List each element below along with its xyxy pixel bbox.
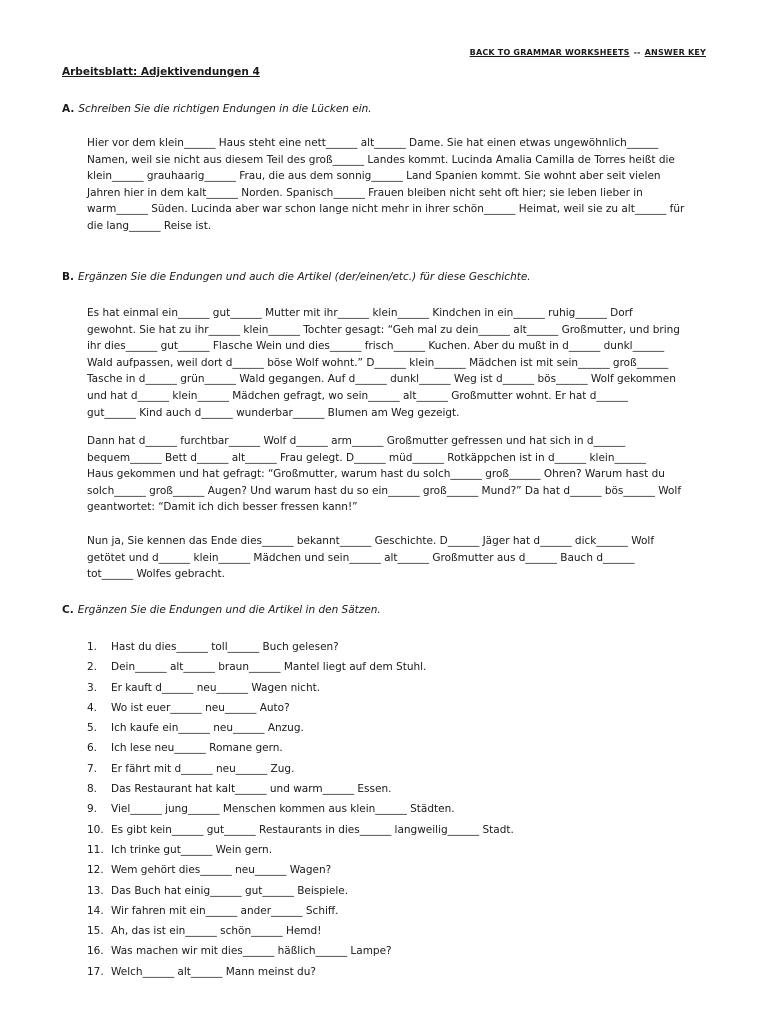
list-item bbox=[87, 820, 514, 840]
list-item bbox=[87, 941, 514, 961]
text-line: und hat d______ klein______ Mädchen gefragt, wo sein______ alt______ Großmutter wohnt. Er hat d______ bbox=[87, 389, 628, 402]
item-text: Hast du dies______ toll______ Buch gelesen? bbox=[111, 641, 339, 653]
text-line: Dann hat d______ furchtbar______ Wolf d______ arm______ Großmutter gefressen und hat sich in d______ bbox=[87, 435, 626, 447]
text-line: klein______ grauhaarig______ Frau, die aus dem sonnig______ Land Spanien kommt. Sie wohnt aber seit vielen bbox=[87, 170, 661, 183]
item-text: Er kauft d______ neu______ Wagen nicht. bbox=[111, 681, 321, 694]
item-number: 17. bbox=[87, 965, 104, 978]
item-number: 16. bbox=[87, 945, 104, 958]
item-text: Das Restaurant hat kalt______ und warm______ Essen. bbox=[111, 783, 392, 796]
section-a-heading bbox=[62, 103, 372, 115]
section-c-letter: C. bbox=[62, 604, 74, 616]
item-text: Dein______ alt______ braun______ Mantel liegt auf dem Stuhl. bbox=[111, 661, 427, 674]
section-a-text bbox=[87, 135, 687, 235]
item-text: Viel______ jung______ Menschen kommen aus klein______ Städten. bbox=[111, 803, 455, 816]
item-number: 7. bbox=[87, 762, 98, 775]
list-item bbox=[87, 840, 514, 860]
item-number: 4. bbox=[87, 701, 98, 714]
list-item bbox=[87, 637, 514, 657]
list-item bbox=[87, 718, 514, 738]
item-text: Wem gehört dies______ neu______ Wagen? bbox=[111, 864, 332, 877]
item-text: Wo ist euer______ neu______ Auto? bbox=[111, 701, 290, 714]
text-line: Nun ja, Sie kennen das Ende dies______ bekannt______ Geschichte. D______ Jäger hat d______ dick______ Wolf bbox=[87, 535, 655, 547]
text-line: Tasche in d______ grün______ Wald gegangen. Auf d______ dunkl______ Weg ist d______ bös______ Wolf gekommen bbox=[87, 373, 676, 386]
item-text: Wir fahren mit ein______ ander______ Schiff. bbox=[111, 904, 339, 917]
item-text: Welch______ alt______ Mann meinst du? bbox=[111, 965, 316, 978]
list-item bbox=[87, 921, 514, 941]
item-number: 1. bbox=[87, 641, 98, 653]
back-to-worksheets-link[interactable]: BACK TO GRAMMAR WORKSHEETS bbox=[469, 48, 630, 57]
exercise-list bbox=[87, 637, 514, 982]
text-line: bequem______ Bett d______ alt______ Frau gelegt. D______ müd______ Rotkäppchen ist in d______ klein______ bbox=[87, 451, 646, 464]
item-text: Das Buch hat einig______ gut______ Beispiele. bbox=[111, 884, 349, 897]
text-line: solch______ groß______ Augen? Und warum hast du so ein______ groß______ Mund?” Da hat d______ bös______ Wolf bbox=[87, 484, 682, 497]
list-item bbox=[87, 738, 514, 758]
item-number: 3. bbox=[87, 681, 98, 694]
text-line: getötet und d______ klein______ Mädchen und sein______ alt______ Großmutter aus d______ Bauch d______ bbox=[87, 551, 635, 564]
item-text: Ah, das ist ein______ schön______ Hemd! bbox=[111, 925, 322, 938]
list-item bbox=[87, 759, 514, 779]
text-line: Jahren hier in dem kalt______ Norden. Spanisch______ Frauen bleiben nicht seht oft hier; sie leben lieber in bbox=[87, 186, 643, 199]
text-line: ihr dies______ gut______ Flasche Wein und dies______ frisch______ Kuchen. Aber du mußt in d______ dunkl______ bbox=[87, 340, 665, 353]
section-b-letter: B. bbox=[62, 271, 74, 283]
text-line: die lang______ Reise ist. bbox=[87, 219, 212, 232]
top-links bbox=[470, 48, 706, 57]
item-number: 5. bbox=[87, 722, 98, 735]
story-paragraph-1 bbox=[87, 305, 687, 421]
text-line: Hier vor dem klein______ Haus steht eine nett______ alt______ Dame. Sie hat einen etwas ungewöhnlich______ bbox=[87, 137, 659, 149]
story-paragraph-3 bbox=[87, 533, 687, 583]
list-item bbox=[87, 901, 514, 921]
text-line: Haus gekommen und hat gefragt: “Großmutter, warum hast du solch______ groß______ Ohren? Warum hast du bbox=[87, 468, 665, 481]
item-number: 11. bbox=[87, 843, 104, 856]
list-item bbox=[87, 799, 514, 819]
story-paragraph-2 bbox=[87, 433, 687, 516]
section-a-letter: A. bbox=[62, 103, 75, 115]
list-item bbox=[87, 779, 514, 799]
item-text: Ich kaufe ein______ neu______ Anzug. bbox=[111, 722, 304, 735]
list-item bbox=[87, 860, 514, 880]
item-text: Was machen wir mit dies______ häßlich______ Lampe? bbox=[111, 945, 392, 958]
item-number: 13. bbox=[87, 884, 104, 897]
text-line: warm______ Süden. Lucinda aber war schon lange nicht mehr in ihrer schön______ Heimat, weil sie zu alt______ für bbox=[87, 203, 685, 216]
answer-key-link[interactable]: ANSWER KEY bbox=[644, 48, 706, 57]
item-number: 6. bbox=[87, 742, 98, 755]
text-line: Wald aufpassen, weil dort d______ böse Wolf wohnt.” D______ klein______ Mädchen ist mit sein______ groß______ bbox=[87, 356, 669, 369]
text-line: Es hat einmal ein______ gut______ Mutter mit ihr______ klein______ Kindchen in ein______ ruhig______ Dorf bbox=[87, 307, 633, 319]
text-line: gewohnt. Sie hat zu ihr______ klein______ Tochter gesagt: “Geh mal zu dein______ alt______ Großmutter, und bring bbox=[87, 323, 680, 336]
item-text: Ich lese neu______ Romane gern. bbox=[111, 742, 283, 755]
text-line: tot______ Wolfes gebracht. bbox=[87, 568, 225, 581]
list-item bbox=[87, 678, 514, 698]
section-b-heading bbox=[62, 271, 531, 283]
section-a-instruction: Schreiben Sie die richtigen Endungen in die Lücken ein. bbox=[78, 103, 372, 115]
item-number: 12. bbox=[87, 864, 104, 877]
list-item bbox=[87, 698, 514, 718]
item-number: 9. bbox=[87, 803, 98, 816]
list-item bbox=[87, 962, 514, 982]
section-c-instruction: Ergänzen Sie die Endungen und die Artikel in den Sätzen. bbox=[77, 604, 381, 616]
list-item bbox=[87, 881, 514, 901]
item-text: Ich trinke gut______ Wein gern. bbox=[111, 843, 273, 856]
item-number: 15. bbox=[87, 925, 104, 938]
worksheet-title: Arbeitsblatt: Adjektivendungen 4 bbox=[62, 66, 260, 78]
text-line: Namen, weil sie nicht aus diesem Teil des groß______ Landes kommt. Lucinda Amalia Camilla de Torres heißt die bbox=[87, 153, 675, 166]
item-text: Er fährt mit d______ neu______ Zug. bbox=[111, 762, 295, 775]
item-text: Es gibt kein______ gut______ Restaurants in dies______ langweilig______ Stadt. bbox=[111, 823, 514, 836]
item-number: 8. bbox=[87, 783, 98, 796]
item-number: 2. bbox=[87, 661, 98, 674]
text-line: geantwortet: “Damit ich dich besser fressen kann!” bbox=[87, 501, 358, 514]
item-number: 10. bbox=[87, 823, 104, 836]
item-number: 14. bbox=[87, 904, 104, 917]
link-separator: -- bbox=[633, 48, 641, 57]
text-line: gut______ Kind auch d______ wunderbar______ Blumen am Weg gezeigt. bbox=[87, 406, 460, 419]
list-item bbox=[87, 657, 514, 677]
section-c-heading bbox=[62, 604, 381, 616]
section-b-instruction: Ergänzen Sie die Endungen und auch die Artikel (der/einen/etc.) für diese Geschichte. bbox=[78, 271, 531, 283]
